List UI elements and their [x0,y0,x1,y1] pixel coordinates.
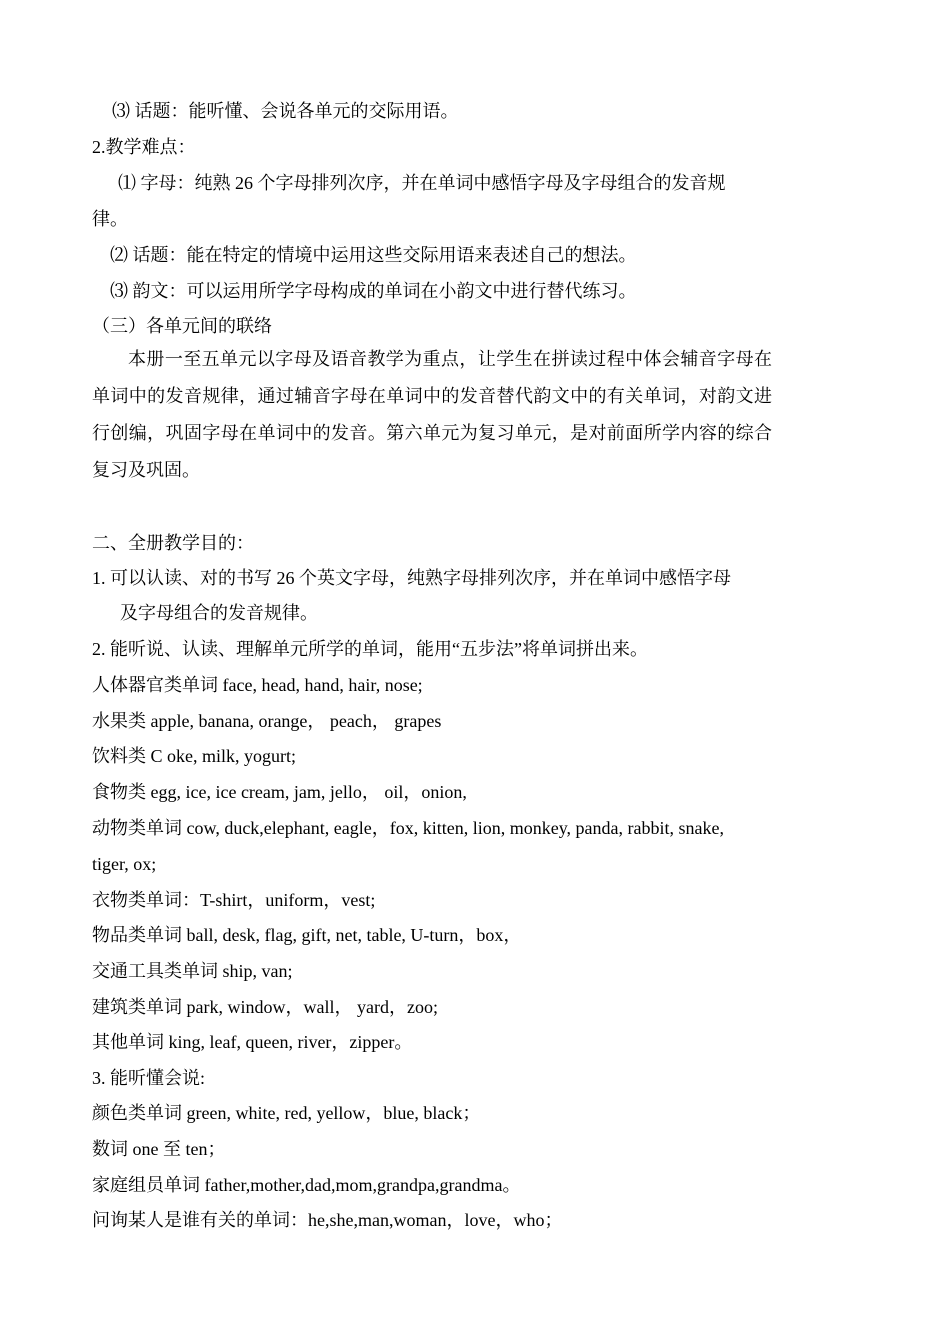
listen-numbers: 数词 one 至 ten； [92,1139,226,1159]
listen-family: 家庭组员单词 father,mother,dad,mom,grandpa,grandma。 [92,1175,521,1195]
goals-heading: 二、全册教学目的： [92,533,254,553]
listen-who: 问询某人是谁有关的单词：he,she,man,woman，love，who； [92,1210,563,1230]
letters-point-line1: ⑴ 字母：纯熟 26 个字母排列次序，并在单词中感悟字母及字母组合的发音规 [118,173,726,193]
goal-item-3: 3. 能听懂会说: [92,1068,206,1088]
letters-point-line2: 律。 [92,209,128,229]
vocab-body-parts: 人体器官类单词 face, head, hand, hair, nose; [92,675,423,695]
vocab-others: 其他单词 king, leaf, queen, river，zipper。 [92,1032,413,1052]
vocab-food: 食物类 egg, ice, ice cream, jam, jello， oil，onion, [92,782,467,802]
rhyme-point: ⑶ 韵文：可以运用所学字母构成的单词在小韵文中进行替代练习。 [110,281,637,301]
topic-point: ⑵ 话题：能在特定的情境中运用这些交际用语来表述自己的想法。 [110,245,637,265]
vocab-buildings: 建筑类单词 park, window，wall， yard，zoo; [92,997,438,1017]
vocab-animals-cont: tiger, ox; [92,854,157,874]
goal-item-1-line2: 及字母组合的发音规律。 [120,603,318,623]
difficulty-heading: 2.教学难点： [92,137,196,157]
vocab-fruits: 水果类 apple, banana, orange， peach， grapes [92,711,442,731]
goal-item-1-line1: 1. 可以认读、对的书写 26 个英文字母，纯熟字母排列次序，并在单词中感悟字母 [92,568,731,588]
vocab-transport: 交通工具类单词 ship, van; [92,961,293,981]
links-section [92,341,772,489]
vocab-drinks: 饮料类 C oke, milk, yogurt; [92,746,296,766]
goal-item-2: 2. 能听说、认读、理解单元所学的单词，能用“五步法”将单词拼出来。 [92,639,648,659]
links-paragraph: 本册一至五单元以字母及语音教学为重点，让学生在拼读过程中体会辅音字母在单词中的发音规律，通过辅音字母在单词中的发音替代韵文中的有关单词，对韵文进行创编，巩固字母在单词中的发音。第六单元为复习单元，是对前面所学内容的综合复习及巩固。 [92,349,772,480]
vocab-clothes: 衣物类单词：T-shirt，uniform，vest; [92,890,376,910]
listen-colors: 颜色类单词 green, white, red, yellow，blue, black； [92,1103,481,1123]
vocab-objects: 物品类单词 ball, desk, flag, gift, net, table, U-turn，box， [92,925,522,945]
topic-focus-line: ⑶ 话题：能听懂、会说各单元的交际用语。 [112,101,459,121]
vocab-animals: 动物类单词 cow, duck,elephant, eagle，fox, kitten, lion, monkey, panda, rabbit, snake, [92,818,725,838]
links-heading: （三）各单元间的联络 [92,316,272,336]
